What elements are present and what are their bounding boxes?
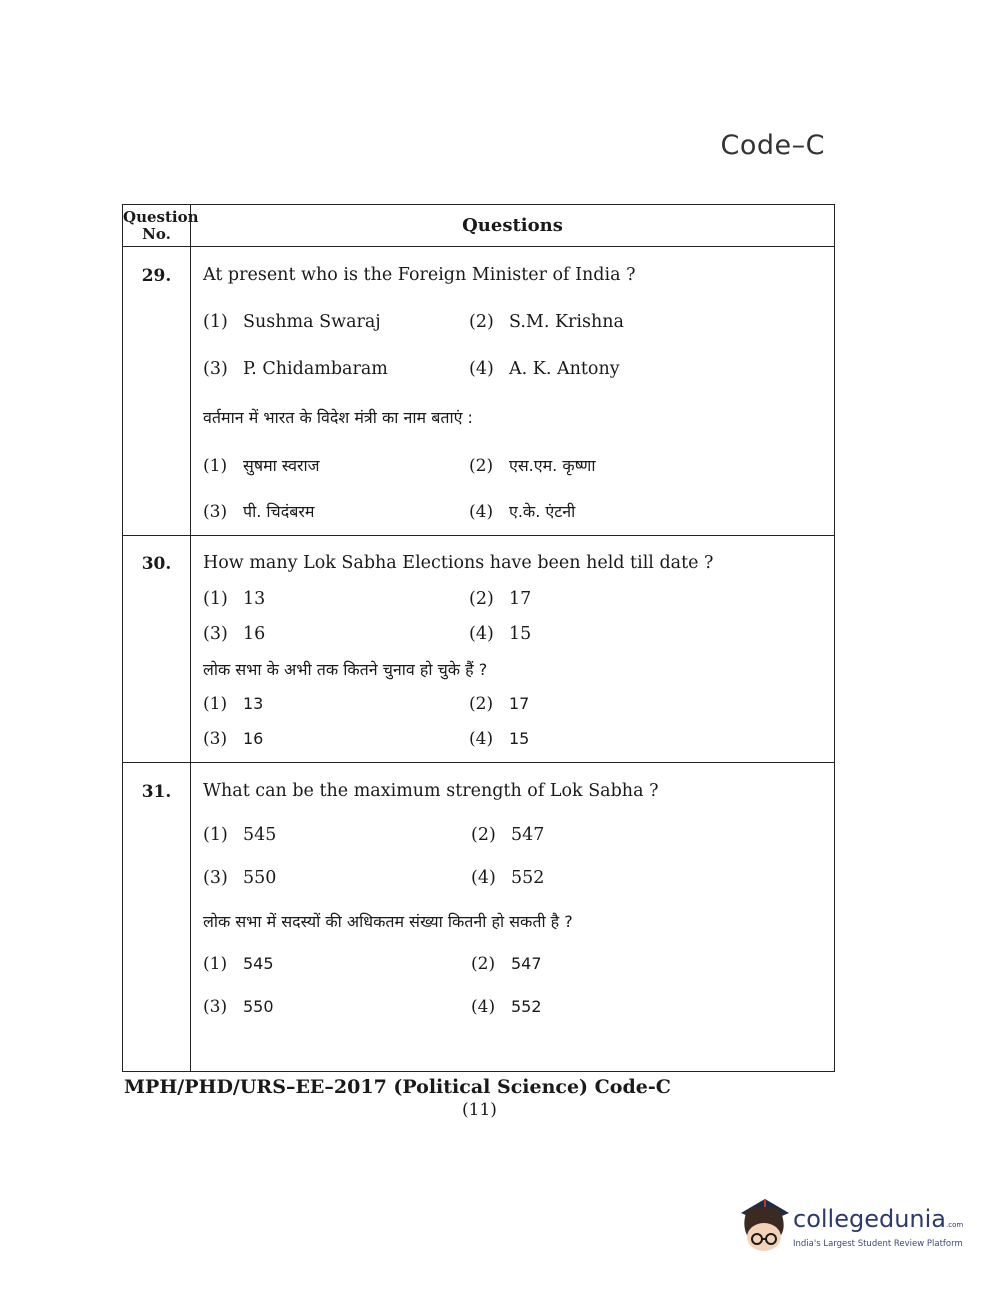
logo-tagline: India's Largest Student Review Platform	[793, 1239, 963, 1249]
option-hindi: (1) 13	[203, 694, 264, 714]
option: (1) 545	[203, 825, 277, 845]
option-hindi: (3) 550	[203, 997, 274, 1017]
option: (2) 547	[471, 825, 545, 845]
option-hindi: (4) ए.के. एंटनी	[469, 502, 576, 522]
option-hindi: (2) 547	[471, 954, 542, 974]
option-hindi: (3) 16	[203, 729, 264, 749]
column-divider	[190, 205, 191, 1071]
option: (4) A. K. Antony	[469, 359, 620, 379]
option-hindi: (1) 545	[203, 954, 274, 974]
option: (4) 15	[469, 624, 532, 644]
row-divider	[123, 535, 834, 536]
row-divider	[123, 762, 834, 763]
logo-wordmark: collegedunia.com	[793, 1205, 964, 1233]
option: (4) 552	[471, 868, 545, 888]
questions-table	[122, 204, 835, 1072]
option-hindi: (4) 15	[469, 729, 530, 749]
question-number: 30.	[141, 554, 172, 574]
question-text: What can be the maximum strength of Lok Sabha ?	[203, 781, 659, 801]
question-text: At present who is the Foreign Minister of India ?	[203, 265, 636, 285]
option-hindi: (1) सुषमा स्वराज	[203, 456, 320, 476]
question-number: 29.	[141, 266, 172, 286]
option-hindi: (4) 552	[471, 997, 542, 1017]
question-text-hindi: लोक सभा के अभी तक कितने चुनाव हो चुके हैं ?	[203, 660, 488, 679]
collegedunia-logo	[735, 1195, 965, 1265]
question-text-hindi: वर्तमान में भारत के विदेश मंत्री का नाम बताएं :	[203, 408, 473, 427]
option-hindi: (2) एस.एम. कृष्णा	[469, 456, 596, 476]
exam-footer: MPH/PHD/URS–EE–2017 (Political Science) Code-C	[124, 1076, 671, 1098]
option-hindi: (3) पी. चिदंबरम	[203, 502, 315, 522]
question-text: How many Lok Sabha Elections have been held till date ?	[203, 553, 714, 573]
option: (1) Sushma Swaraj	[203, 312, 381, 332]
header-question-no: Question No.	[123, 208, 199, 243]
question-number: 31.	[141, 782, 172, 802]
header-questions: Questions	[462, 215, 563, 236]
page-number: (11)	[462, 1100, 497, 1120]
option-hindi: (2) 17	[469, 694, 530, 714]
option: (3) 16	[203, 624, 266, 644]
row-divider	[123, 246, 834, 247]
option: (3) P. Chidambaram	[203, 359, 388, 379]
student-mascot-icon	[735, 1195, 793, 1257]
option: (1) 13	[203, 589, 266, 609]
option: (2) S.M. Krishna	[469, 312, 624, 332]
option: (3) 550	[203, 868, 277, 888]
paper-code: Code–C	[720, 130, 825, 161]
question-text-hindi: लोक सभा में सदस्यों की अधिकतम संख्या कितनी हो सकती है ?	[203, 912, 573, 931]
option: (2) 17	[469, 589, 532, 609]
